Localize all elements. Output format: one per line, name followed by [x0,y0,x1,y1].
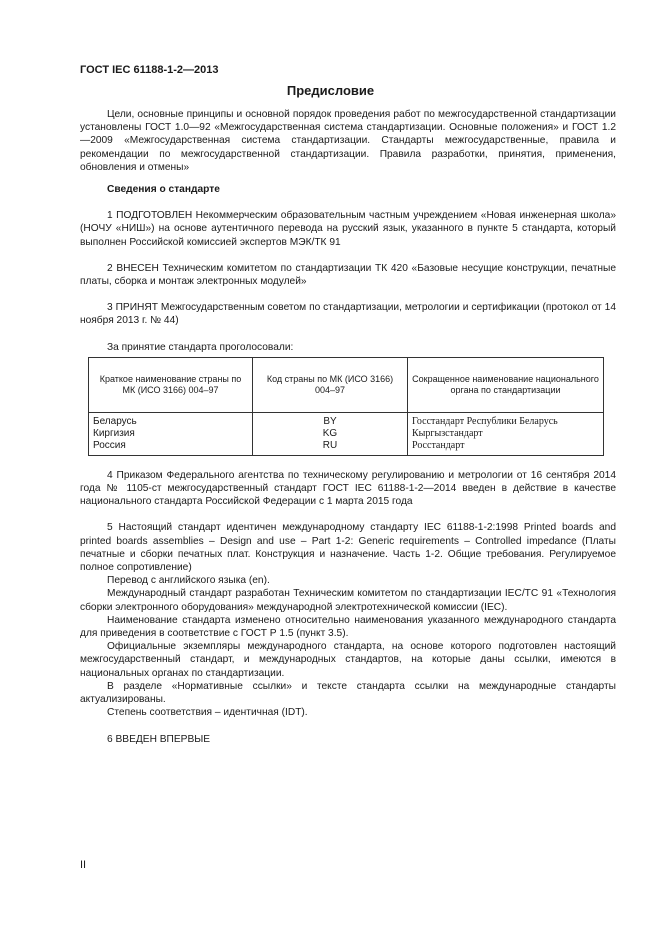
document-code-header: ГОСТ IEC 61188-1-2—2013 [80,64,219,76]
item-4-enacted: 4 Приказом Федерального агентства по техническому регулированию и метрологии от 16 сентября 2014 года № 1105-ст межгосударственный стандарт ГОСТ IEC 61188-1-2—2014 введен в действие в качестве национального стандарта Российской Федерации с 1 марта 2015 года [80,469,616,508]
page-number: II [80,859,87,871]
national-body: Кыргызстандарт [412,427,483,439]
header-national-body: Сокращенное наименование национального органа по стандартизации [408,357,604,412]
item-2-submitted: 2 ВНЕСЕН Техническим комитетом по стандартизации ТК 420 «Базовые несущие конструкции, печатные платы, сборка и монтаж электронных модулей» [80,262,616,288]
item-5-title-change: Наименование стандарта изменено относительно наименования указанного международного стандарта для приведения в соответствие с ГОСТ Р 1.5 (пункт 3.5). [80,614,616,640]
country-code: BY [323,415,337,427]
item-1-prepared: 1 ПОДГОТОВЛЕН Некоммерческим образовательным частным учреждением «Новая инженерная школа» (НОЧУ «НИШ») на основе аутентичного перевода на русский язык, указанного в пункте 5 стандарта, который выполнен Российской комиссией экспертов МЭК/ТК 91 [80,210,616,248]
item-3-adopted: 3 ПРИНЯТ Межгосударственным советом по стандартизации, метрологии и сертификации (протокол от 14 ноября 2013 г. № 44) [80,302,616,327]
page-title: Предисловие [286,83,375,98]
country-name: Россия [93,439,126,451]
item-5-conformity: Степень соответствия – идентичная (IDT). [107,707,308,719]
item-5-developer: Международный стандарт разработан Техническим комитетом по стандартизации IEC/TC 91 «Технология сборки электронного оборудования» международной электротехнической комиссии (IEC). [80,588,616,613]
country-name: Киргизия [93,427,135,439]
country-code: RU [322,439,338,451]
table-header-row [89,357,604,412]
item-5-translation: Перевод с английского языка (en). [107,575,270,587]
country-codes-cell [253,412,408,455]
country-code: KG [322,427,338,439]
voting-table [88,357,604,456]
item-5-official-copies: Официальные экземпляры международного стандарта, на основе которого подготовлен настоящий межгосударственный стандарт, и международных стандартов, на которые даны ссылки, имеются в национальных органах по стандартизации. [80,641,616,679]
header-country-name: Краткое наименование страны по МК (ИСО 3166) 004–97 [89,357,253,412]
intro-paragraph: Цели, основные принципы и основной порядок проведения работ по межгосударственной стандартизации установлены ГОСТ 1.0—92 «Межгосударственная система стандартизации. Основные положения» и ГОСТ 1.2—2009 «Межгосударственная система стандартизации. Стандарты межгосударственные, правила и рекомендации по межгосударственной стандартизации. Правила разработки, принятия, применения, обновления и отмены» [80,109,616,173]
table-caption: За принятие стандарта проголосовали: [107,341,294,353]
info-heading: Сведения о стандарте [107,184,220,196]
item-5-references: В разделе «Нормативные ссылки» и тексте стандарта ссылки на международные стандарты актуализированы. [80,680,616,706]
table-row [89,412,604,455]
national-body: Госстандарт Республики Беларусь [412,415,558,427]
country-names-cell [89,412,253,455]
national-bodies-cell [408,412,604,455]
header-country-code: Код страны по МК (ИСО 3166) 004–97 [253,357,408,412]
national-body: Росстандарт [412,439,465,451]
country-name: Беларусь [93,415,137,427]
item-6-first-introduced: 6 ВВЕДЕН ВПЕРВЫЕ [107,733,211,745]
item-5-identical: 5 Настоящий стандарт идентичен международному стандарту IEC 61188-1-2:1998 Printed boards and printed boards assemblies – Design and use – Part 1-2: Generic requirements – Controlled impedance (Платы печатные и сборки печатных плат. Конструкция и назначение. Часть 1-2. Общие требования. Регулируемое полное сопротивление) [80,522,616,574]
preface-body [80,108,616,746]
